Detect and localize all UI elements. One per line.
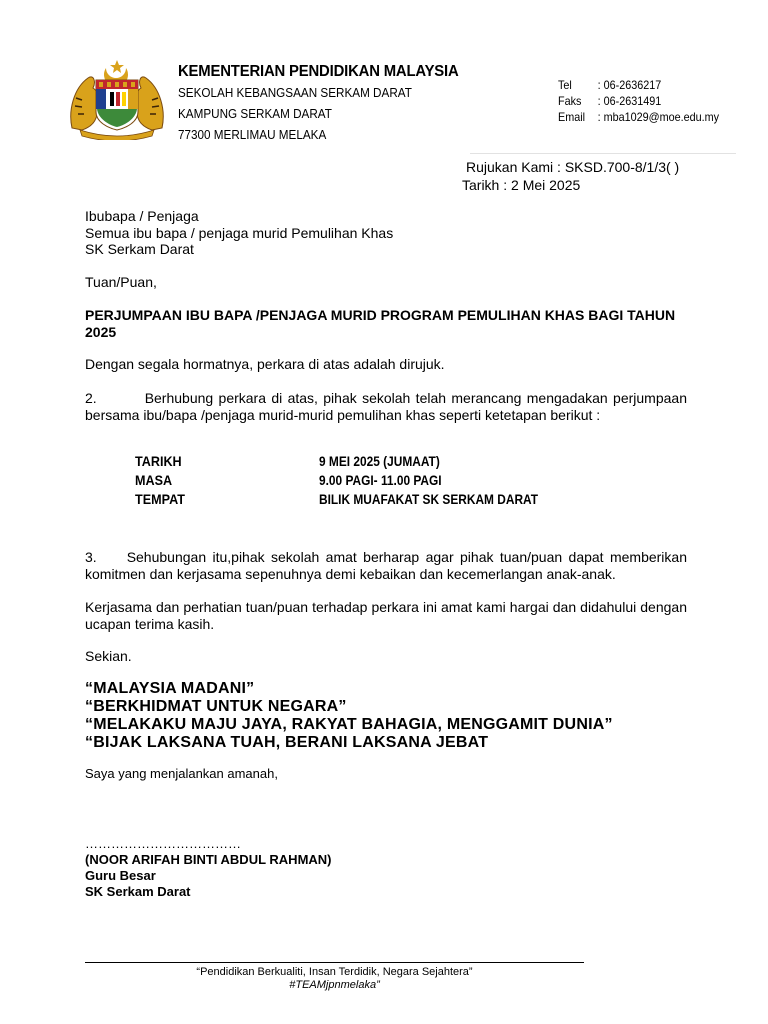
schedule-row-date [135, 451, 577, 470]
slogan: “MELAKAKU MAJU JAYA, RAKYAT BAHAGIA, MENGGAMIT DUNIA” [85, 716, 613, 733]
address-line-1: KAMPUNG SERKAM DARAT [178, 106, 332, 121]
slogan: “MALAYSIA MADANI” [85, 680, 255, 697]
letter-title: PERJUMPAAN IBU BAPA /PENJAGA MURID PROGRAM PEMULIHAN KHAS BAGI TAHUN 2025 [85, 307, 676, 340]
contact-fax [558, 93, 719, 109]
recipient-line: SK Serkam Darat [85, 241, 194, 257]
schedule-key: TARIKH [135, 452, 182, 469]
contact-tel [558, 77, 719, 93]
schedule-key: MASA [135, 471, 173, 488]
slogans [85, 680, 613, 752]
signatory-position: Guru Besar [85, 868, 156, 883]
salutation: Tuan/Puan, [85, 274, 157, 290]
signature-block [85, 836, 332, 900]
reference-number: Rujukan Kami : SKSD.700-8/1/3( ) [466, 159, 680, 175]
contact-email [558, 109, 719, 125]
letter-date: Tarikh : 2 Mei 2025 [462, 177, 581, 193]
school-name: SEKOLAH KEBANGSAAN SERKAM DARAT [178, 85, 412, 100]
paragraph-2 [85, 390, 687, 423]
slogan: “BERKHIDMAT UNTUK NEGARA” [85, 698, 347, 715]
paragraph-number: 3. [85, 549, 97, 565]
signature-dots: ……………………………… [85, 836, 241, 851]
schedule-table [135, 451, 577, 508]
malaysia-coat-of-arms-logo [66, 58, 168, 140]
schedule-row-venue [135, 489, 577, 508]
ministry-name: KEMENTERIAN PENDIDIKAN MALAYSIA [178, 63, 459, 80]
address-line-2: 77300 MERLIMAU MELAKA [178, 127, 327, 142]
paragraph-text: Sehubungan itu,pihak sekolah amat berharap agar pihak tuan/puan dapat memberikan komitmen dan kerjasama sepenuhnya demi kebaikan dan kecemerlangan anak-anak. [85, 549, 687, 582]
contact-block [558, 77, 737, 125]
recipient-block [85, 208, 687, 258]
schedule-value: 9 MEI 2025 (JUMAAT) [319, 452, 440, 469]
mandate-line: Saya yang menjalankan amanah, [85, 766, 278, 781]
closing: Sekian. [85, 648, 132, 664]
contact-value: : mba1029@moe.edu.my [597, 110, 720, 124]
recipient-line: Semua ibu bapa / penjaga murid Pemulihan Khas [85, 224, 394, 241]
paragraph-4: Kerjasama dan perhatian tuan/puan terhadap perkara ini amat kami hargai dan didahului dengan ucapan terima kasih. [85, 599, 687, 632]
recipient-line: Ibubapa / Penjaga [85, 208, 199, 224]
contact-value: : 06-2636217 [597, 78, 662, 92]
schedule-value: BILIK MUAFAKAT SK SERKAM DARAT [319, 490, 539, 507]
contact-label: Email [558, 110, 586, 124]
paragraph-number: 2. [85, 390, 97, 406]
contact-value: : 06-2631491 [597, 94, 662, 108]
letterhead [178, 62, 480, 145]
paragraph-3 [85, 549, 687, 582]
contact-label: Tel [558, 78, 572, 92]
schedule-row-time [135, 470, 577, 489]
slogan: “BIJAK LAKSANA TUAH, BERANI LAKSANA JEBAT [85, 734, 489, 751]
footer-motto: “Pendidikan Berkualiti, Insan Terdidik, Negara Sejahtera” [196, 966, 473, 978]
signatory-name: (NOOR ARIFAH BINTI ABDUL RAHMAN) [85, 852, 332, 867]
schedule-value: 9.00 PAGI- 11.00 PAGI [319, 471, 442, 488]
schedule-key: TEMPAT [135, 490, 185, 507]
paragraph-text: Berhubung perkara di atas, pihak sekolah telah merancang mengadakan perjumpaan bersama ibu/bapa /penjaga murid-murid pemulihan khas seperti ketetapan berikut : [85, 390, 687, 423]
header-divider [470, 153, 736, 154]
contact-label: Faks [558, 94, 582, 108]
footer-divider [85, 962, 584, 963]
signatory-school: SK Serkam Darat [85, 884, 191, 899]
paragraph-1: Dengan segala hormatnya, perkara di atas adalah dirujuk. [85, 356, 445, 372]
footer-hashtag: #TEAMjpnmelaka” [289, 979, 380, 991]
